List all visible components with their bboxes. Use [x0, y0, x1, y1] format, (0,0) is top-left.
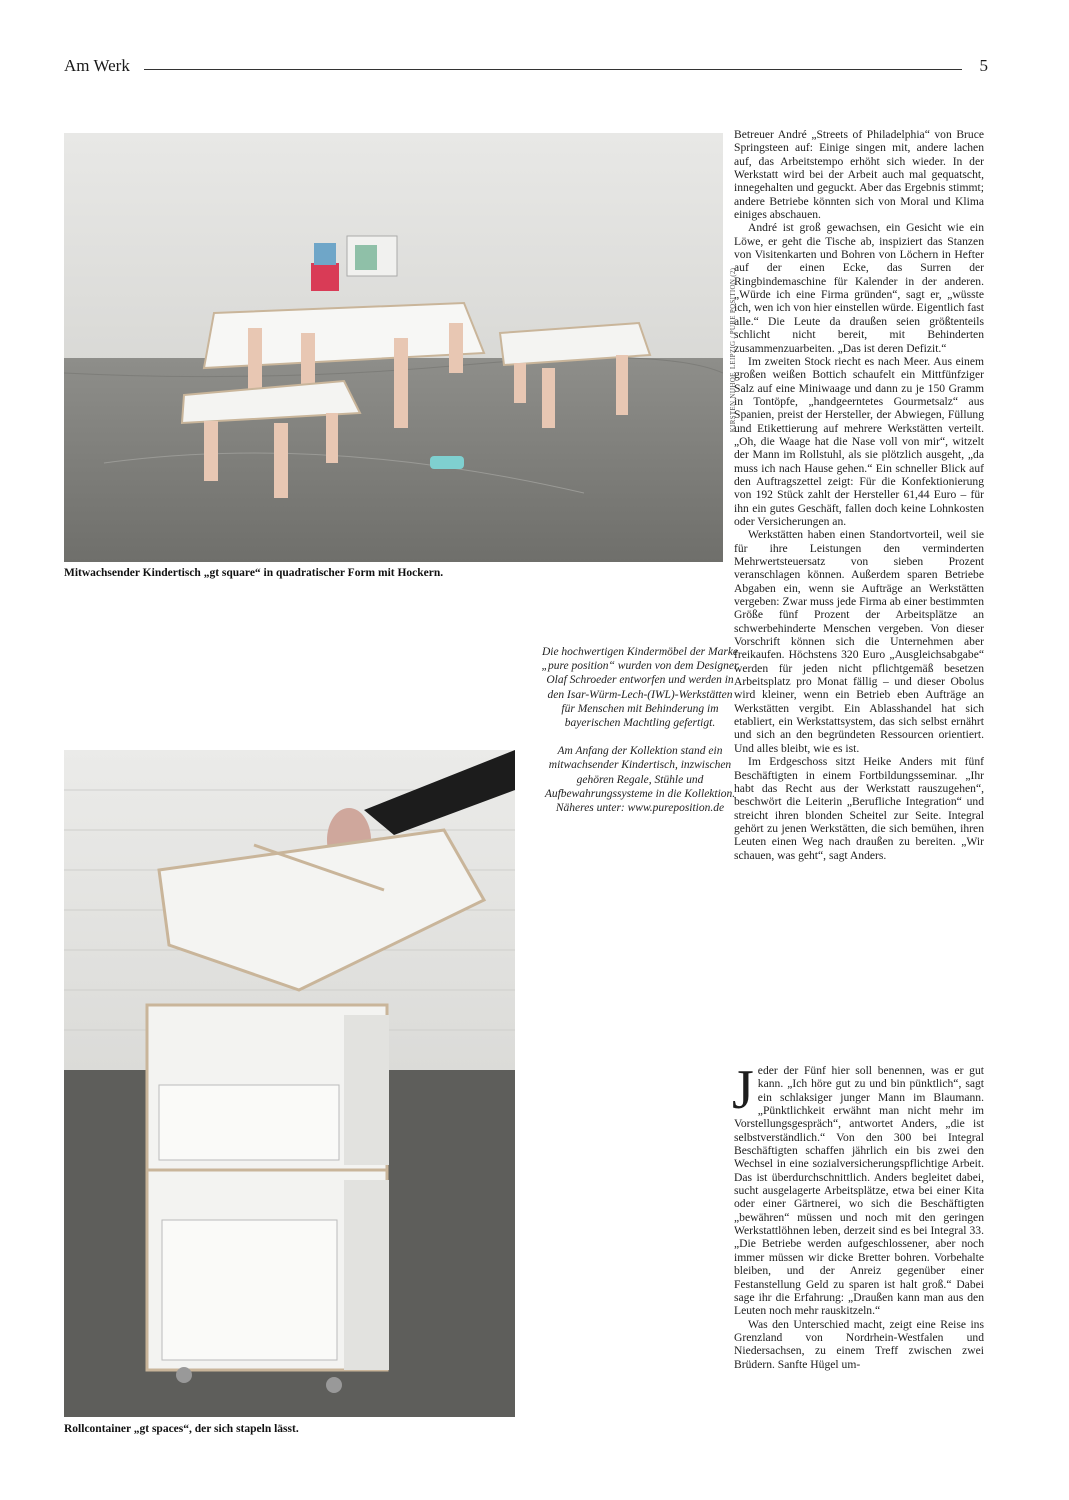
section-title: Am Werk [64, 56, 130, 75]
article-column-upper [734, 128, 984, 862]
roll-container-illustration [64, 750, 515, 1417]
article-paragraph: Werkstätten haben einen Standortvorteil, weil sie für ihre Leistungen den verminderten Mehrwertsteuersatz von sieben Prozent veranschlagen können. Außerdem sparen Betriebe Abgaben ein, wenn sie Aufträge an Werkstätten vergeben: Zwar muss jede Firma ab einer bestimmten Größe fünf Prozent der Arbeitsplätze an schwerbehinderte Menschen vergeben. Von dieser Vorschrift können sich die Unternehmen aber freikaufen. Höchstens 320 Euro „Ausgleichsabgabe“ werden für jeden nicht pflichtgemäß besetzen Arbeitsplatz pro Monat fällig – und dieser Obolus wird kleiner, wenn ein Betrieb eben Aufträge an Werkstätten vergibt. Ein Ablasshandel hat sich etabliert, ein Werkstattsystem, das sich selbst ernährt und sich an den begründeten Ressourcen orientiert. Und alles bleibt, wie es ist. [734, 528, 984, 755]
caption-roll-container: Rollcontainer „gt spaces“, der sich stapeln lässt. [64, 1423, 299, 1435]
caption-kids-table: Mitwachsender Kindertisch „gt square“ in quadratischer Form mit Hockern. [64, 567, 444, 579]
sidebar-paragraph: Die hochwertigen Kindermöbel der Marke „pure position“ wurden von dem Designer Olaf Schroeder entworfen und werden in den Isar-Würm-Lech-(IWL)-Werkstätten für Menschen mit Behinderung im bayerischen Machtling gefertigt. [541, 646, 739, 730]
article-paragraph: Betreuer André „Streets of Philadelphia“ von Bruce Springsteen auf: Einige singen mit, andere lachen auf, das Arbeitstempo erhöht sich wieder. In der Werkstatt wird bei der Arbeit auch mal gequatscht, innegehalten und geguckt. Aber das Ergebnis stimmt; andere Betriebe könnten sich von Moral und Klima einiges abschauen. [734, 128, 984, 222]
article-paragraph-dropcap [732, 1059, 984, 1318]
sidebar-paragraph: Am Anfang der Kollektion stand ein mitwachsender Kindertisch, inzwischen gehören Regale, Stühle und Aufbewahrungssysteme in die Kollektion. Näheres unter: www.pureposition.de [544, 745, 736, 815]
page-header [64, 56, 988, 78]
photo-roll-container [64, 750, 515, 1417]
article-paragraph: André ist groß gewachsen, ein Gesicht wie ein Löwe, er geht die Tische ab, inspiziert das Stanzen von Visitenkarten und Bohren von Löchern in Hefter auf der einen Ecke, das Surren der Ringbindemaschine für Kalender in der anderen. „Würde ich eine Firma gründen“, sagt er, „wüsste ich, wen ich von hier einstellen würde. Eigentlich fast alle.“ Die Leute da draußen seien größtenteils schlicht nicht bereit, mit Behinderten zusammenzuarbeiten. „Das ist deren Defizit.“ [734, 221, 984, 355]
article-column-lower [732, 1059, 984, 1371]
article-paragraph-text: eder der Fünf hier soll benennen, was er gut kann. „Ich höre gut zu und bin pünktlich“, sagt ein schlaksiger junger Mann im Blaumann. „Pünktlichkeit erwähnt man nicht mehr im Vorstellungsgespräch“, antwortet Anders, „die ist selbstverständlich.“ Von den 300 bei Integral Beschäftigten schaffen jährlich ein bis zwei den Wechsel in eine sozialversicherungspflichtige Arbeit. Das ist überdurchschnittlich. Anders begleitet dabei, sucht ausgelagerte Arbeitsplätze, etwa bei einer Kita oder einer Gärtnerei, wo sich die Beschäftigten „bewähren“ müssen und noch mit den geringen Werkstattlöhnen leben, derzeit sind es bei Integral 33. „Die Betriebe werden aufgeschlossener, aber noch immer müssen wir dicke Bretter bohren. Vorbehalte bleiben, und der Anreiz gegenüber einer Festanstellung Geld zu sparen ist halt groß.“ Dabei sage ihr die Erfahrung: „Draußen kann man aus den Leuten noch mehr rauskitzeln.“ [734, 1064, 984, 1318]
article-paragraph: Im zweiten Stock riecht es nach Meer. Aus einem großen weißen Bottich schaufelt ein Mittfünfziger Salz auf eine Miniwaage und dann zu je 150 Gramm in Tontöpfe, „handgeerntetes Gourmetsalz“ aus Spanien, preist der Hersteller, der Abwiegen, Füllung und Etikettierung auf mehrere Werkstätten verteilt. „Oh, die Waage hat die Nase voll von mir“, witzelt der Mann im Rollstuhl, als sie plötzlich ausgeht, „da muss ich nach Hause gehen.“ Ein schneller Blick auf den Auftragszettel zeigt: Für die Konfektionierung von 192 Stück zahlt der Hersteller 61,44 Euro – für ihn ein gutes Geschäft, fallen doch keine Lohnkosten oder Versicherungen an. [734, 354, 984, 528]
article-paragraph: Was den Unterschied macht, zeigt eine Reise ins Grenzland von Nordrhein-Westfalen und Niedersachsen, zu einem Treff zwischen zwei Brüdern. Sanfte Hügel um- [734, 1317, 984, 1371]
drop-cap: J [732, 1059, 754, 1121]
page-number: 5 [979, 56, 988, 75]
header-rule [144, 69, 962, 70]
photo-kids-table [64, 133, 723, 562]
article-paragraph: Im Erdgeschoss sitzt Heike Anders mit fünf Beschäftigten in einem Fortbildungsseminar. „Ihr habt das Recht aus der Werkstatt rauszugehen“, beschwört die Leiterin „Berufliche Integration“ und streicht ihren blonden Scheitel zur Seite. Integral gehört zu jenen Werkstätten, die sich bemühen, ihren Leuten einen Weg nach draußen zu bereiten. „Wir schauen, was geht“, sagt Anders. [734, 755, 984, 862]
kids-table-illustration [64, 133, 723, 562]
photo-credit: KIRSTEN NIJHOF, LEIPZIG / PURE POSITION (2) [729, 267, 737, 433]
sidebar-info [540, 645, 740, 829]
